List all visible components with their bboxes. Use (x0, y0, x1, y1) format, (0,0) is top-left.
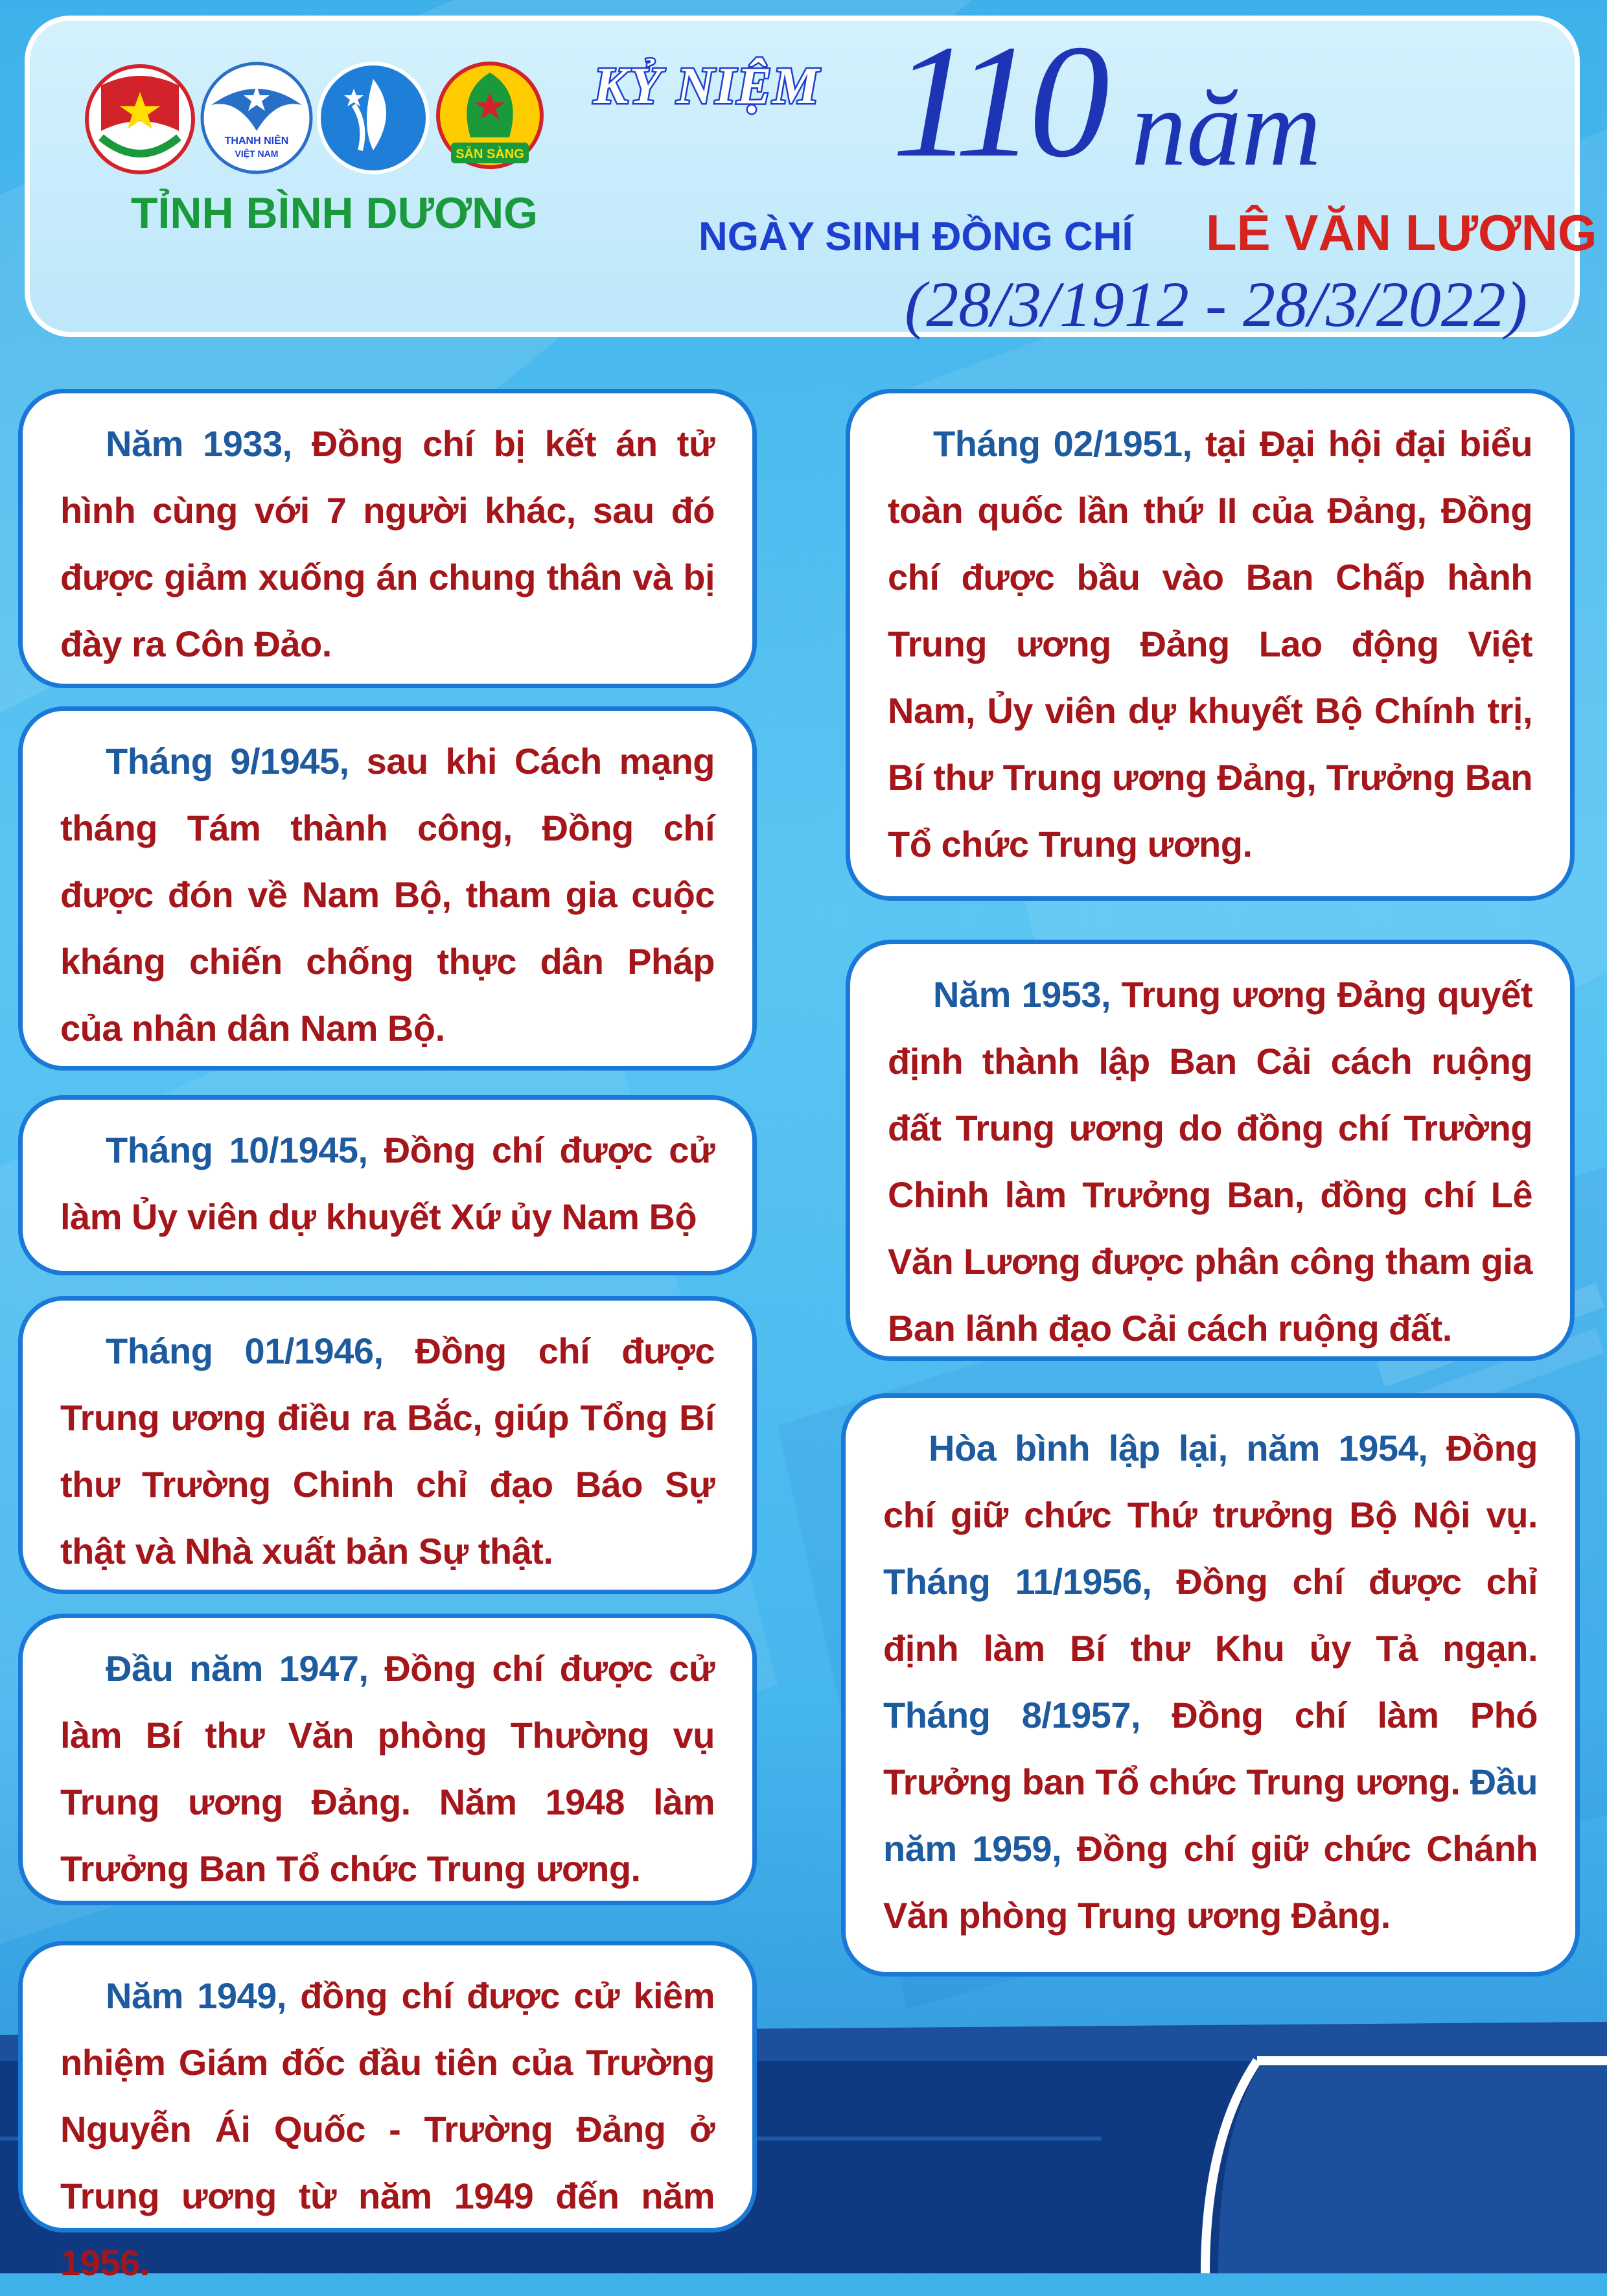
logo-row (82, 60, 548, 189)
card-1954-text-2: Đồng chí được chỉ định làm Bí thư Khu ủy Tả ngạn. (883, 1561, 1538, 1669)
card-1954-text-4: Đồng chí giữ chức Chánh Văn phòng Trung ương Đảng. (883, 1828, 1538, 1936)
card-1954-lead: Hòa bình lập lại, năm 1954, (929, 1428, 1428, 1468)
anniversary-dates: (28/3/1912 - 28/3/2022) (905, 268, 1528, 340)
card-1945-9-lead: Tháng 9/1945, (106, 741, 349, 782)
card-1946-lead: Tháng 01/1946, (106, 1330, 384, 1371)
card-1954-highlight-1959: Đầu năm 1959, (883, 1761, 1538, 1869)
card-1945-9-text: sau khi Cách mạng tháng Tám thành công, Đồng chí được đón về Nam Bộ, tham gia cuộc kháng chiến chống thực dân Pháp của nhân dân Nam Bộ. (60, 741, 715, 1049)
card-1953 (846, 940, 1575, 1361)
card-1951-text: tại Đại hội đại biểu toàn quốc lần thứ II của Đảng, Đồng chí được bầu vào Ban Chấp hành Trung ương Đảng Lao động Việt Nam, Ủy viên dự khuyết Bộ Chính trị, Bí thư Trung ương Đảng, Trưởng Ban Tổ chức Trung ương. (888, 423, 1533, 864)
thanh-nien-viet-nam-logo (198, 60, 315, 176)
card-1949 (18, 1941, 757, 2283)
card-1945-10-text: Đồng chí được cử làm Ủy viên dự khuyết Xứ ủy Nam Bộ (60, 1130, 715, 1237)
card-1954 (841, 1393, 1580, 1977)
card-1949-text: đồng chí được cử kiêm nhiệm Giám đốc đầu tiên của Trường Nguyễn Ái Quốc - Trường Đảng ở Trung ương từ năm 1949 đến năm 1956. (60, 1975, 715, 2283)
youth-union-flag-logo (82, 60, 198, 176)
card-1946 (18, 1296, 757, 1594)
card-1947-lead: Đầu năm 1947, (106, 1648, 369, 1689)
honoree-name: LÊ VĂN LƯƠNG (1206, 204, 1597, 261)
san-sang-logo-text: SẴN SÀNG (456, 147, 524, 161)
card-1947-text: Đồng chí được cử làm Bí thư Văn phòng Thường vụ Trung ương Đảng. Năm 1948 làm Trưởng Ban Tổ chức Trung ương. (60, 1648, 715, 1889)
san-sang-logo (432, 60, 548, 176)
card-1951-lead: Tháng 02/1951, (933, 423, 1192, 464)
header-banner (25, 12, 1597, 340)
ky-niem-title: KỶ NIỆM (594, 58, 820, 115)
birthday-subtitle: NGÀY SINH ĐỒNG CHÍ (699, 215, 1133, 259)
card-1945-10 (18, 1095, 757, 1275)
card-1933 (18, 389, 757, 688)
province-label: TỈNH BÌNH DƯƠNG (130, 189, 538, 238)
card-1953-lead: Năm 1953, (933, 974, 1111, 1015)
hoi-sinh-vien-logo (315, 60, 432, 176)
card-1954-text-1: Đồng chí giữ chức Thứ trưởng Bộ Nội vụ. (883, 1428, 1538, 1535)
card-1953-text: Trung ương Đảng quyết định thành lập Ban Cải cách ruộng đất Trung ương do đồng chí Trường Chinh làm Trưởng Ban, đồng chí Lê Văn Lương được phân công tham gia Ban lãnh đạo Cải cách ruộng đất. (888, 974, 1532, 1349)
anniversary-nam-word: năm (1131, 67, 1321, 189)
card-1954-highlight-1956: Tháng 11/1956, (883, 1561, 1152, 1602)
card-1945-9 (18, 706, 757, 1071)
thanh-nien-logo-text-2: VIỆT NAM (235, 148, 279, 159)
card-1945-10-lead: Tháng 10/1945, (106, 1130, 368, 1170)
thanh-nien-logo-text-1: THANH NIÊN (224, 135, 289, 146)
card-1954-text-3: Đồng chí làm Phó Trưởng ban Tổ chức Trung ương. (883, 1695, 1538, 1802)
card-1933-lead: Năm 1933, (106, 423, 292, 464)
card-1946-text: Đồng chí được Trung ương điều ra Bắc, giúp Tổng Bí thư Trường Chinh chỉ đạo Báo Sự thật và Nhà xuất bản Sự thật. (60, 1330, 715, 1571)
card-1954-highlight-1957: Tháng 8/1957, (883, 1695, 1141, 1735)
card-1949-lead: Năm 1949, (106, 1975, 286, 2016)
card-1951 (846, 389, 1575, 901)
card-1933-text: Đồng chí bị kết án tử hình cùng với 7 người khác, sau đó được giảm xuống án chung thân và bị đày ra Côn Đảo. (60, 423, 715, 664)
anniversary-number: 110 (892, 12, 1104, 191)
card-1947 (18, 1614, 757, 1905)
